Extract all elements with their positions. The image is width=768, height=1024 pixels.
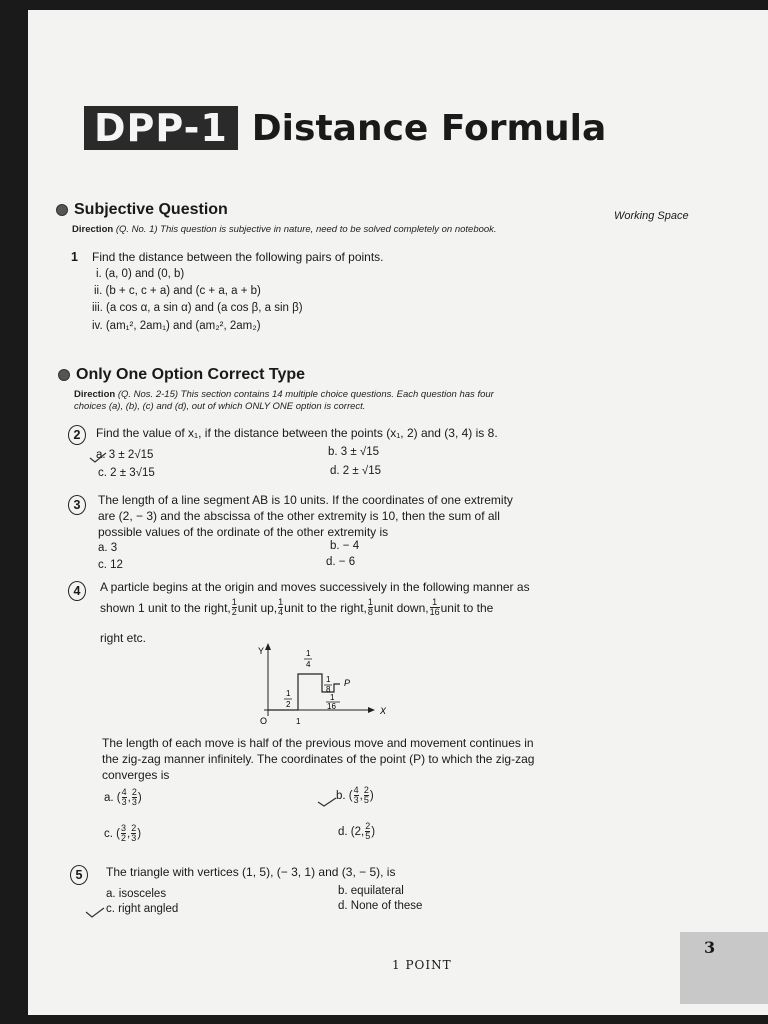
q1-part-ii: ii. (b + c, c + a) and (c + a, a + b) bbox=[94, 285, 261, 297]
question-4-line-1: A particle begins at the origin and moves successively in the following manner as bbox=[100, 580, 530, 594]
dpp-tag: DPP-1 bbox=[84, 106, 238, 150]
q5-option-d: d. None of these bbox=[338, 900, 423, 912]
question-4-line-5: the zig-zag manner infinitely. The coordinates of the point (P) to which the zig-zag bbox=[102, 752, 535, 766]
question-3-line-1: The length of a line segment AB is 10 units. If the coordinates of one extremity bbox=[98, 493, 513, 507]
bullet-icon bbox=[58, 369, 70, 381]
q1-part-i: i. (a, 0) and (0, b) bbox=[96, 268, 185, 280]
q2-option-b: b. 3 ± √15 bbox=[328, 446, 379, 458]
page-sheet bbox=[28, 10, 768, 1015]
question-5-text: The triangle with vertices (1, 5), (− 3, 1) and (3, − 5), is bbox=[106, 865, 396, 879]
page-number: 3 bbox=[704, 938, 716, 957]
question-4-line-3: right etc. bbox=[100, 631, 147, 645]
fig-eighth-den: 8 bbox=[326, 685, 331, 694]
question-number-3: 3 bbox=[68, 495, 86, 515]
fig-quarter-den: 4 bbox=[306, 660, 311, 669]
q1-part-iv: iv. (am₁², 2am₁) and (am₂², 2am₂) bbox=[92, 320, 261, 332]
question-3-line-2: are (2, − 3) and the abscissa of the other extremity is 10, then the sum of all bbox=[98, 509, 500, 523]
fig-origin-label: O bbox=[260, 716, 268, 726]
fig-y-label: Y bbox=[258, 646, 265, 656]
q3-option-a: a. 3 bbox=[98, 542, 118, 554]
q2-option-a: a. 3 ± 2√15 bbox=[96, 449, 154, 461]
footer-label: 1 POINT bbox=[392, 958, 452, 972]
bullet-icon bbox=[56, 204, 68, 216]
q4-option-a: a. ( $\frac{4}{3}$ , $\frac{2}{3}$ ) bbox=[104, 787, 142, 807]
tick-mark-icon bbox=[316, 796, 338, 810]
page-title: Distance Formula bbox=[251, 107, 607, 149]
zigzag-figure bbox=[250, 640, 420, 730]
fig-half-den: 2 bbox=[286, 700, 291, 709]
question-number-4: 4 bbox=[68, 581, 86, 601]
y-axis-arrow-icon bbox=[265, 643, 271, 650]
fig-sixteenth-den: 16 bbox=[327, 702, 336, 711]
q4-option-c: c. ( $\frac{3}{2}$ , $\frac{2}{3}$ ) bbox=[104, 823, 142, 843]
question-4-line-6: converges is bbox=[102, 768, 170, 782]
fig-eighth-num: 1 bbox=[326, 675, 331, 684]
question-number-1: 1 bbox=[71, 250, 78, 264]
page-number-tab bbox=[680, 932, 768, 1004]
question-3-line-3: possible values of the ordinate of the other extremity is bbox=[98, 525, 389, 539]
q3-option-b: b. − 4 bbox=[330, 540, 360, 552]
question-1-text: Find the distance between the following pairs of points. bbox=[92, 250, 384, 264]
question-4-line-4: The length of each move is half of the previous move and movement continues in bbox=[102, 736, 534, 750]
title-block bbox=[84, 106, 606, 150]
section-heading-subjective: Subjective Question bbox=[56, 201, 228, 219]
question-number-5: 5 bbox=[70, 865, 88, 885]
question-2-text: Find the value of x₁, if the distance between the points (x₁, 2) and (3, 4) is 8. bbox=[96, 426, 498, 440]
x-axis-arrow-icon bbox=[368, 707, 375, 713]
fig-sixteenth-num: 1 bbox=[330, 693, 335, 702]
q4-option-d: d. ( 2, $\frac{2}{5}$ ) bbox=[338, 821, 376, 841]
working-space-label: Working Space bbox=[614, 210, 689, 222]
fig-half-num: 1 bbox=[286, 689, 291, 698]
q3-option-d: d. − 6 bbox=[326, 556, 356, 568]
direction-single: Direction (Q. Nos. 2-15) This section contains 14 multiple choice questions. Each question has four choices (a), (b), (c) and (d), out of which ONLY ONE option is correct. bbox=[74, 389, 494, 412]
question-4-line-2: shown 1 unit to the right, $\frac{1}{2}$ unit up, $\frac{1}{4}$ unit to the right, $\frac{1}{8}$ unit down, $\frac{1}{16}$ unit to the bbox=[100, 597, 494, 617]
q2-option-c: c. 2 ± 3√15 bbox=[98, 467, 155, 479]
q4-option-b: b. ( $\frac{4}{3}$ , $\frac{2}{5}$ ) bbox=[336, 785, 374, 805]
tick-mark-icon bbox=[84, 906, 106, 920]
q3-option-c: c. 12 bbox=[98, 559, 123, 571]
q2-option-d: d. 2 ± √15 bbox=[330, 465, 381, 477]
section-heading-single: Only One Option Correct Type bbox=[58, 366, 305, 384]
q5-option-a: a. isosceles bbox=[106, 888, 167, 900]
tick-mark-icon bbox=[88, 450, 108, 464]
fig-one-label: 1 bbox=[296, 717, 301, 726]
fig-x-label: X bbox=[380, 706, 387, 716]
fig-point-label: P bbox=[344, 678, 351, 688]
fig-quarter-num: 1 bbox=[306, 649, 311, 658]
question-number-2: 2 bbox=[68, 425, 86, 445]
q5-option-b: b. equilateral bbox=[338, 885, 404, 897]
q5-option-c: c. right angled bbox=[106, 903, 179, 915]
q1-part-iii: iii. (a cos α, a sin α) and (a cos β, a sin β) bbox=[92, 302, 303, 314]
direction-subjective: Direction (Q. No. 1) This question is subjective in nature, need to be solved completely on notebook. bbox=[72, 224, 497, 235]
